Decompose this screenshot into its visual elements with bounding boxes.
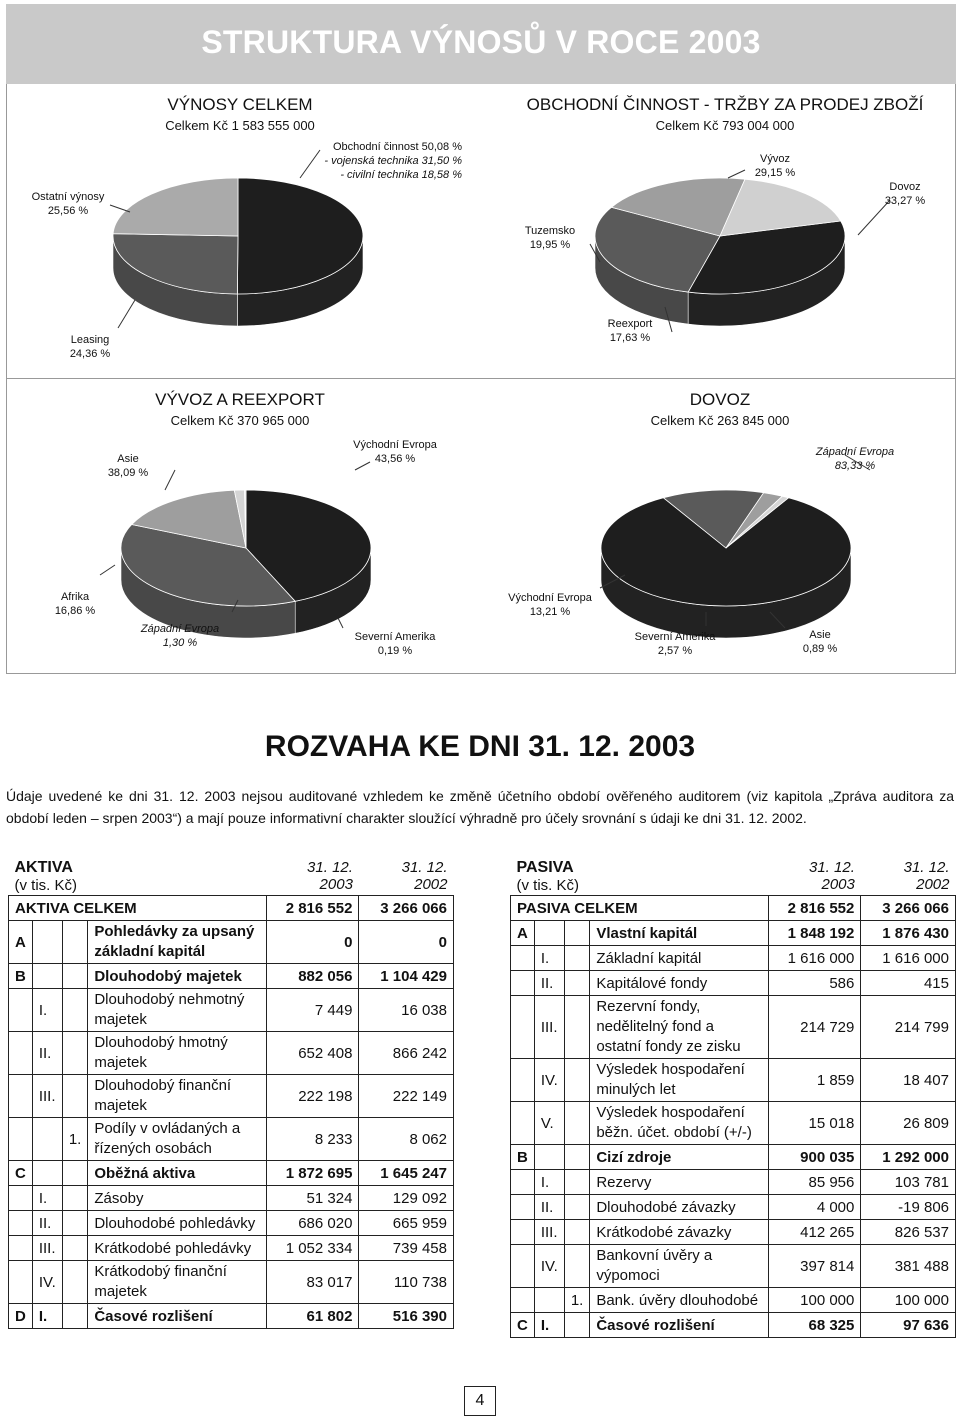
row-label: Dlouhodobý hmotný majetek xyxy=(88,1032,266,1075)
row-roman xyxy=(534,1145,564,1170)
pie-obchodni xyxy=(595,178,845,326)
label-line: 19,95 % xyxy=(529,239,571,251)
row-roman xyxy=(32,964,62,989)
row-arabic xyxy=(62,964,88,989)
row-letter: C xyxy=(511,1313,535,1338)
row-arabic xyxy=(62,1211,88,1236)
pasiva-row xyxy=(511,1195,956,1220)
row-letter xyxy=(9,1075,33,1118)
row-label: Krátkodobé pohledávky xyxy=(88,1236,266,1261)
chart-dovoz-title: DOVOZ xyxy=(689,390,751,409)
row-value-2002: 16 038 xyxy=(359,989,454,1032)
pasiva-row xyxy=(511,971,956,996)
row-roman: II. xyxy=(534,1195,564,1220)
aktiva-header-row xyxy=(9,857,454,896)
col-date: 31. 12. xyxy=(809,859,855,876)
label-line: 29,15 % xyxy=(754,167,796,179)
col-year: 2002 xyxy=(414,876,448,893)
aktiva-row xyxy=(9,1211,454,1236)
label-line: 13,21 % xyxy=(529,606,571,618)
row-roman: V. xyxy=(534,1102,564,1145)
row-value-2002: 214 799 xyxy=(861,996,956,1059)
row-letter xyxy=(511,1059,535,1102)
pie-vynosy xyxy=(113,178,363,326)
pasiva-row xyxy=(511,1220,956,1245)
label-line: Vývoz xyxy=(760,153,790,165)
row-roman: I. xyxy=(32,1304,62,1329)
row-letter: C xyxy=(9,1161,33,1186)
row-value-2002: 97 636 xyxy=(861,1313,956,1338)
row-arabic xyxy=(62,1236,88,1261)
row-label: Dlouhodobý finanční majetek xyxy=(88,1075,266,1118)
label-line: 25,56 % xyxy=(47,205,89,217)
row-value-2003: 85 956 xyxy=(768,1170,861,1195)
row-arabic xyxy=(564,1102,590,1145)
row-letter xyxy=(511,971,535,996)
pasiva-header-cell xyxy=(511,857,769,896)
label-vyvoz-asie xyxy=(88,452,168,480)
row-value-2003: 412 265 xyxy=(768,1220,861,1245)
row-value-2002: 415 xyxy=(861,971,956,996)
label-line: 24,36 % xyxy=(69,348,111,360)
row-label: Dlouhodobý majetek xyxy=(88,964,266,989)
leader-line xyxy=(118,300,135,328)
row-arabic xyxy=(62,1032,88,1075)
pasiva-total-2002: 3 266 066 xyxy=(861,896,956,921)
row-letter: B xyxy=(9,964,33,989)
label-line: Ostatní výnosy xyxy=(31,191,105,203)
row-value-2002: 8 062 xyxy=(359,1118,454,1161)
row-value-2003: 397 814 xyxy=(768,1245,861,1288)
row-letter xyxy=(9,1211,33,1236)
row-value-2002: 1 645 247 xyxy=(359,1161,454,1186)
label-ostatni-vynosy xyxy=(28,190,108,218)
row-value-2002: 1 616 000 xyxy=(861,946,956,971)
label-tuzemsko xyxy=(510,224,590,252)
row-label: Výsledek hospodaření běžn. účet. období (+/-) xyxy=(590,1102,768,1145)
row-value-2002: 1 876 430 xyxy=(861,921,956,946)
pasiva-row xyxy=(511,1288,956,1313)
row-roman: I. xyxy=(534,1313,564,1338)
row-letter: A xyxy=(9,921,33,964)
row-letter: B xyxy=(511,1145,535,1170)
leader-line xyxy=(338,618,343,628)
label-line: Afrika xyxy=(60,591,90,603)
row-roman: III. xyxy=(534,1220,564,1245)
row-value-2002: 1 292 000 xyxy=(861,1145,956,1170)
col-date: 31. 12. xyxy=(307,859,353,876)
aktiva-row xyxy=(9,1186,454,1211)
aktiva-row xyxy=(9,1304,454,1329)
col-year: 2003 xyxy=(319,876,353,893)
pasiva-row xyxy=(511,996,956,1059)
label-line: Dovoz xyxy=(889,181,921,193)
page-title: STRUKTURA VÝNOSŮ V ROCE 2003 xyxy=(201,24,761,60)
pasiva-header-row xyxy=(511,857,956,896)
chart-obchodni-title: OBCHODNÍ ČINNOST - TRŽBY ZA PRODEJ ZBOŽÍ xyxy=(526,95,924,114)
row-value-2002: 222 149 xyxy=(359,1075,454,1118)
page-number: 4 xyxy=(464,1386,496,1416)
row-letter xyxy=(9,989,33,1032)
row-letter xyxy=(9,1118,33,1161)
label-vyvoz xyxy=(735,152,815,180)
row-roman: IV. xyxy=(534,1059,564,1102)
row-label: Krátkodobý finanční majetek xyxy=(88,1261,266,1304)
label-line: 33,27 % xyxy=(884,195,926,207)
row-roman: I. xyxy=(534,1170,564,1195)
row-value-2002: 739 458 xyxy=(359,1236,454,1261)
label-line: Asie xyxy=(117,453,139,465)
label-line: Východní Evropa xyxy=(508,592,592,604)
pasiva-row xyxy=(511,921,956,946)
row-value-2003: 61 802 xyxy=(266,1304,359,1329)
pasiva-row xyxy=(511,1170,956,1195)
row-value-2002: 516 390 xyxy=(359,1304,454,1329)
label-dovoz-zapadni-evropa xyxy=(800,445,910,473)
row-arabic: 1. xyxy=(564,1288,590,1313)
row-roman: IV. xyxy=(32,1261,62,1304)
row-arabic xyxy=(564,1059,590,1102)
label-line: Severní Amerika xyxy=(634,631,716,643)
row-roman: III. xyxy=(32,1075,62,1118)
rozvaha-title: ROZVAHA KE DNI 31. 12. 2003 xyxy=(264,730,696,763)
chart-dovoz-subtitle: Celkem Kč 263 845 000 xyxy=(650,413,790,428)
label-dovoz-vychodni-evropa xyxy=(495,591,605,619)
col-year: 2002 xyxy=(916,876,950,893)
row-roman: IV. xyxy=(534,1245,564,1288)
label-line: Asie xyxy=(809,629,831,641)
aktiva-col2-header xyxy=(359,857,454,896)
row-label: Oběžná aktiva xyxy=(88,1161,266,1186)
row-letter: D xyxy=(9,1304,33,1329)
row-letter xyxy=(511,1170,535,1195)
row-arabic xyxy=(564,996,590,1059)
label-dovoz xyxy=(865,180,945,208)
label-reexport xyxy=(590,317,670,345)
label-line: Západní Evropa xyxy=(140,623,220,635)
rozvaha-note: Údaje uvedené ke dni 31. 12. 2003 nejsou auditované vzhledem ke změně účetního období ověřeného auditorem (viz kapitola „Zpráva auditora za období leden – srpen 2003“) a mají pouze informativní charakter sloužící výhradně pro účely srovnání s údaji ke dni 31. 12. 2002. xyxy=(6,788,954,826)
row-value-2002: -19 806 xyxy=(861,1195,956,1220)
label-vyvoz-severni-amerika xyxy=(340,630,450,658)
pie-dovoz xyxy=(601,490,851,638)
pasiva-row xyxy=(511,1059,956,1102)
label-line: 0,19 % xyxy=(377,645,413,657)
aktiva-row xyxy=(9,964,454,989)
row-label: Rezervní fondy, nedělitelný fond a ostatní fondy ze zisku xyxy=(590,996,768,1059)
row-arabic xyxy=(564,1313,590,1338)
chart-vynosy-subtitle: Celkem Kč 1 583 555 000 xyxy=(165,118,315,133)
row-value-2003: 0 xyxy=(266,921,359,964)
aktiva-row xyxy=(9,1261,454,1304)
pie-charts xyxy=(0,0,960,700)
row-letter xyxy=(511,1220,535,1245)
row-roman: I. xyxy=(32,1186,62,1211)
aktiva-total-2003: 2 816 552 xyxy=(266,896,359,921)
row-value-2002: 665 959 xyxy=(359,1211,454,1236)
row-letter xyxy=(511,1195,535,1220)
row-roman xyxy=(32,921,62,964)
aktiva-row xyxy=(9,1118,454,1161)
row-label: Zásoby xyxy=(88,1186,266,1211)
label-vyvoz-afrika xyxy=(35,590,115,618)
row-label: Dlouhodobé pohledávky xyxy=(88,1211,266,1236)
row-roman xyxy=(32,1161,62,1186)
row-value-2003: 1 859 xyxy=(768,1059,861,1102)
row-value-2003: 15 018 xyxy=(768,1102,861,1145)
row-letter xyxy=(9,1186,33,1211)
pasiva-row xyxy=(511,1313,956,1338)
row-roman: I. xyxy=(32,989,62,1032)
label-line: 0,89 % xyxy=(802,643,838,655)
label-line: 17,63 % xyxy=(609,332,651,344)
row-value-2002: 129 092 xyxy=(359,1186,454,1211)
row-value-2003: 586 xyxy=(768,971,861,996)
row-value-2003: 686 020 xyxy=(266,1211,359,1236)
row-value-2002: 26 809 xyxy=(861,1102,956,1145)
row-arabic xyxy=(62,1261,88,1304)
aktiva-row xyxy=(9,1075,454,1118)
row-value-2002: 100 000 xyxy=(861,1288,956,1313)
row-roman: III. xyxy=(32,1236,62,1261)
row-label: Podíly v ovládaných a řízených osobách xyxy=(88,1118,266,1161)
row-value-2003: 900 035 xyxy=(768,1145,861,1170)
pasiva-row xyxy=(511,1245,956,1288)
col-date: 31. 12. xyxy=(903,859,950,876)
label-line: - vojenská technika 31,50 % xyxy=(324,155,462,167)
label-line: 43,56 % xyxy=(374,453,416,465)
row-value-2003: 222 198 xyxy=(266,1075,359,1118)
row-value-2003: 882 056 xyxy=(266,964,359,989)
row-value-2003: 7 449 xyxy=(266,989,359,1032)
row-arabic: 1. xyxy=(62,1118,88,1161)
row-arabic xyxy=(62,1161,88,1186)
label-vyvoz-zapadni-evropa xyxy=(130,622,230,650)
row-arabic xyxy=(564,946,590,971)
row-value-2003: 1 848 192 xyxy=(768,921,861,946)
row-value-2003: 1 872 695 xyxy=(266,1161,359,1186)
label-line: Severní Amerika xyxy=(354,631,436,643)
row-label: Časové rozlišení xyxy=(590,1313,768,1338)
chart-vyvoz-subtitle: Celkem Kč 370 965 000 xyxy=(170,413,310,428)
row-value-2003: 1 616 000 xyxy=(768,946,861,971)
row-letter xyxy=(511,996,535,1059)
label-line: - civilní technika 18,58 % xyxy=(340,169,462,181)
row-value-2003: 51 324 xyxy=(266,1186,359,1211)
row-arabic xyxy=(62,989,88,1032)
pasiva-unit: (v tis. Kč) xyxy=(516,877,579,894)
label-line: Východní Evropa xyxy=(353,439,437,451)
row-roman: III. xyxy=(534,996,564,1059)
aktiva-total-row xyxy=(9,896,454,921)
label-line: Tuzemsko xyxy=(524,225,576,237)
row-roman: II. xyxy=(534,971,564,996)
label-line: Leasing xyxy=(70,334,110,346)
row-letter xyxy=(511,1102,535,1145)
pasiva-row xyxy=(511,1102,956,1145)
row-arabic xyxy=(564,1145,590,1170)
pasiva-col2-header xyxy=(861,857,956,896)
leader-line xyxy=(110,205,130,212)
row-arabic xyxy=(564,921,590,946)
row-letter xyxy=(511,1245,535,1288)
row-label: Kapitálové fondy xyxy=(590,971,768,996)
pie-vyvoz xyxy=(121,490,371,638)
aktiva-heading: AKTIVA xyxy=(14,859,73,876)
pasiva-row xyxy=(511,1145,956,1170)
label-leasing xyxy=(50,333,130,361)
row-roman: II. xyxy=(32,1211,62,1236)
label-line: 83,33 % xyxy=(834,460,876,472)
row-letter xyxy=(511,946,535,971)
aktiva-col1-header xyxy=(266,857,359,896)
row-value-2002: 1 104 429 xyxy=(359,964,454,989)
row-value-2002: 381 488 xyxy=(861,1245,956,1288)
pie-slice-leasing xyxy=(113,178,238,236)
label-obchodni-cinnost xyxy=(250,140,462,182)
row-value-2003: 214 729 xyxy=(768,996,861,1059)
row-arabic xyxy=(564,1220,590,1245)
row-roman xyxy=(534,1288,564,1313)
row-roman: II. xyxy=(32,1032,62,1075)
label-line: 2,57 % xyxy=(657,645,693,657)
row-arabic xyxy=(564,971,590,996)
pasiva-total-2003: 2 816 552 xyxy=(768,896,861,921)
row-label: Bankovní úvěry a výpomoci xyxy=(590,1245,768,1288)
label-line: Obchodní činnost 50,08 % xyxy=(332,141,462,153)
row-value-2003: 652 408 xyxy=(266,1032,359,1075)
row-value-2003: 8 233 xyxy=(266,1118,359,1161)
row-arabic xyxy=(62,1304,88,1329)
label-dovoz-asie xyxy=(785,628,855,656)
row-label: Pohledávky za upsaný základní kapitál xyxy=(88,921,266,964)
pasiva-heading: PASIVA xyxy=(516,859,574,876)
row-roman xyxy=(534,921,564,946)
label-vyvoz-vychodni-evropa xyxy=(335,438,455,466)
row-value-2002: 826 537 xyxy=(861,1220,956,1245)
aktiva-row xyxy=(9,1032,454,1075)
row-value-2003: 100 000 xyxy=(768,1288,861,1313)
row-label: Vlastní kapitál xyxy=(590,921,768,946)
row-label: Dlouhodobé závazky xyxy=(590,1195,768,1220)
row-value-2002: 0 xyxy=(359,921,454,964)
row-letter: A xyxy=(511,921,535,946)
pasiva-total-row xyxy=(511,896,956,921)
row-roman xyxy=(32,1118,62,1161)
row-arabic xyxy=(564,1170,590,1195)
chart-vynosy-title: VÝNOSY CELKEM xyxy=(167,95,313,114)
row-arabic xyxy=(564,1195,590,1220)
aktiva-table xyxy=(8,857,454,1329)
chart-vyvoz-title: VÝVOZ A REEXPORT xyxy=(155,390,325,409)
aktiva-total-label: AKTIVA CELKEM xyxy=(9,896,267,921)
aktiva-total-2002: 3 266 066 xyxy=(359,896,454,921)
row-label: Bank. úvěry dlouhodobé xyxy=(590,1288,768,1313)
row-letter xyxy=(511,1288,535,1313)
row-roman: I. xyxy=(534,946,564,971)
label-line: 38,09 % xyxy=(107,467,149,479)
row-value-2003: 1 052 334 xyxy=(266,1236,359,1261)
row-arabic xyxy=(62,1186,88,1211)
row-arabic xyxy=(564,1245,590,1288)
col-year: 2003 xyxy=(821,876,855,893)
row-letter xyxy=(9,1032,33,1075)
row-label: Časové rozlišení xyxy=(88,1304,266,1329)
row-value-2002: 866 242 xyxy=(359,1032,454,1075)
chart-obchodni-subtitle: Celkem Kč 793 004 000 xyxy=(655,118,795,133)
row-label: Dlouhodobý nehmotný majetek xyxy=(88,989,266,1032)
row-label: Výsledek hospodaření minulých let xyxy=(590,1059,768,1102)
row-value-2003: 68 325 xyxy=(768,1313,861,1338)
row-label: Rezervy xyxy=(590,1170,768,1195)
row-label: Krátkodobé závazky xyxy=(590,1220,768,1245)
aktiva-row xyxy=(9,989,454,1032)
row-letter xyxy=(9,1236,33,1261)
row-letter xyxy=(9,1261,33,1304)
label-line: Západní Evropa xyxy=(815,446,895,458)
row-value-2002: 103 781 xyxy=(861,1170,956,1195)
row-label: Cizí zdroje xyxy=(590,1145,768,1170)
row-label: Základní kapitál xyxy=(590,946,768,971)
aktiva-row xyxy=(9,921,454,964)
row-arabic xyxy=(62,1075,88,1118)
pasiva-table xyxy=(510,857,956,1338)
pasiva-col1-header xyxy=(768,857,861,896)
row-value-2003: 4 000 xyxy=(768,1195,861,1220)
row-value-2003: 83 017 xyxy=(266,1261,359,1304)
leader-line xyxy=(100,565,115,575)
label-dovoz-severni-amerika xyxy=(620,630,730,658)
label-line: Reexport xyxy=(607,318,653,330)
aktiva-header-cell xyxy=(9,857,267,896)
label-line: 1,30 % xyxy=(162,637,198,649)
row-value-2002: 110 738 xyxy=(359,1261,454,1304)
pasiva-row xyxy=(511,946,956,971)
row-arabic xyxy=(62,921,88,964)
label-line: 16,86 % xyxy=(54,605,96,617)
pasiva-total-label: PASIVA CELKEM xyxy=(511,896,769,921)
row-value-2002: 18 407 xyxy=(861,1059,956,1102)
aktiva-unit: (v tis. Kč) xyxy=(14,877,77,894)
aktiva-row xyxy=(9,1161,454,1186)
aktiva-row xyxy=(9,1236,454,1261)
col-date: 31. 12. xyxy=(401,859,448,876)
